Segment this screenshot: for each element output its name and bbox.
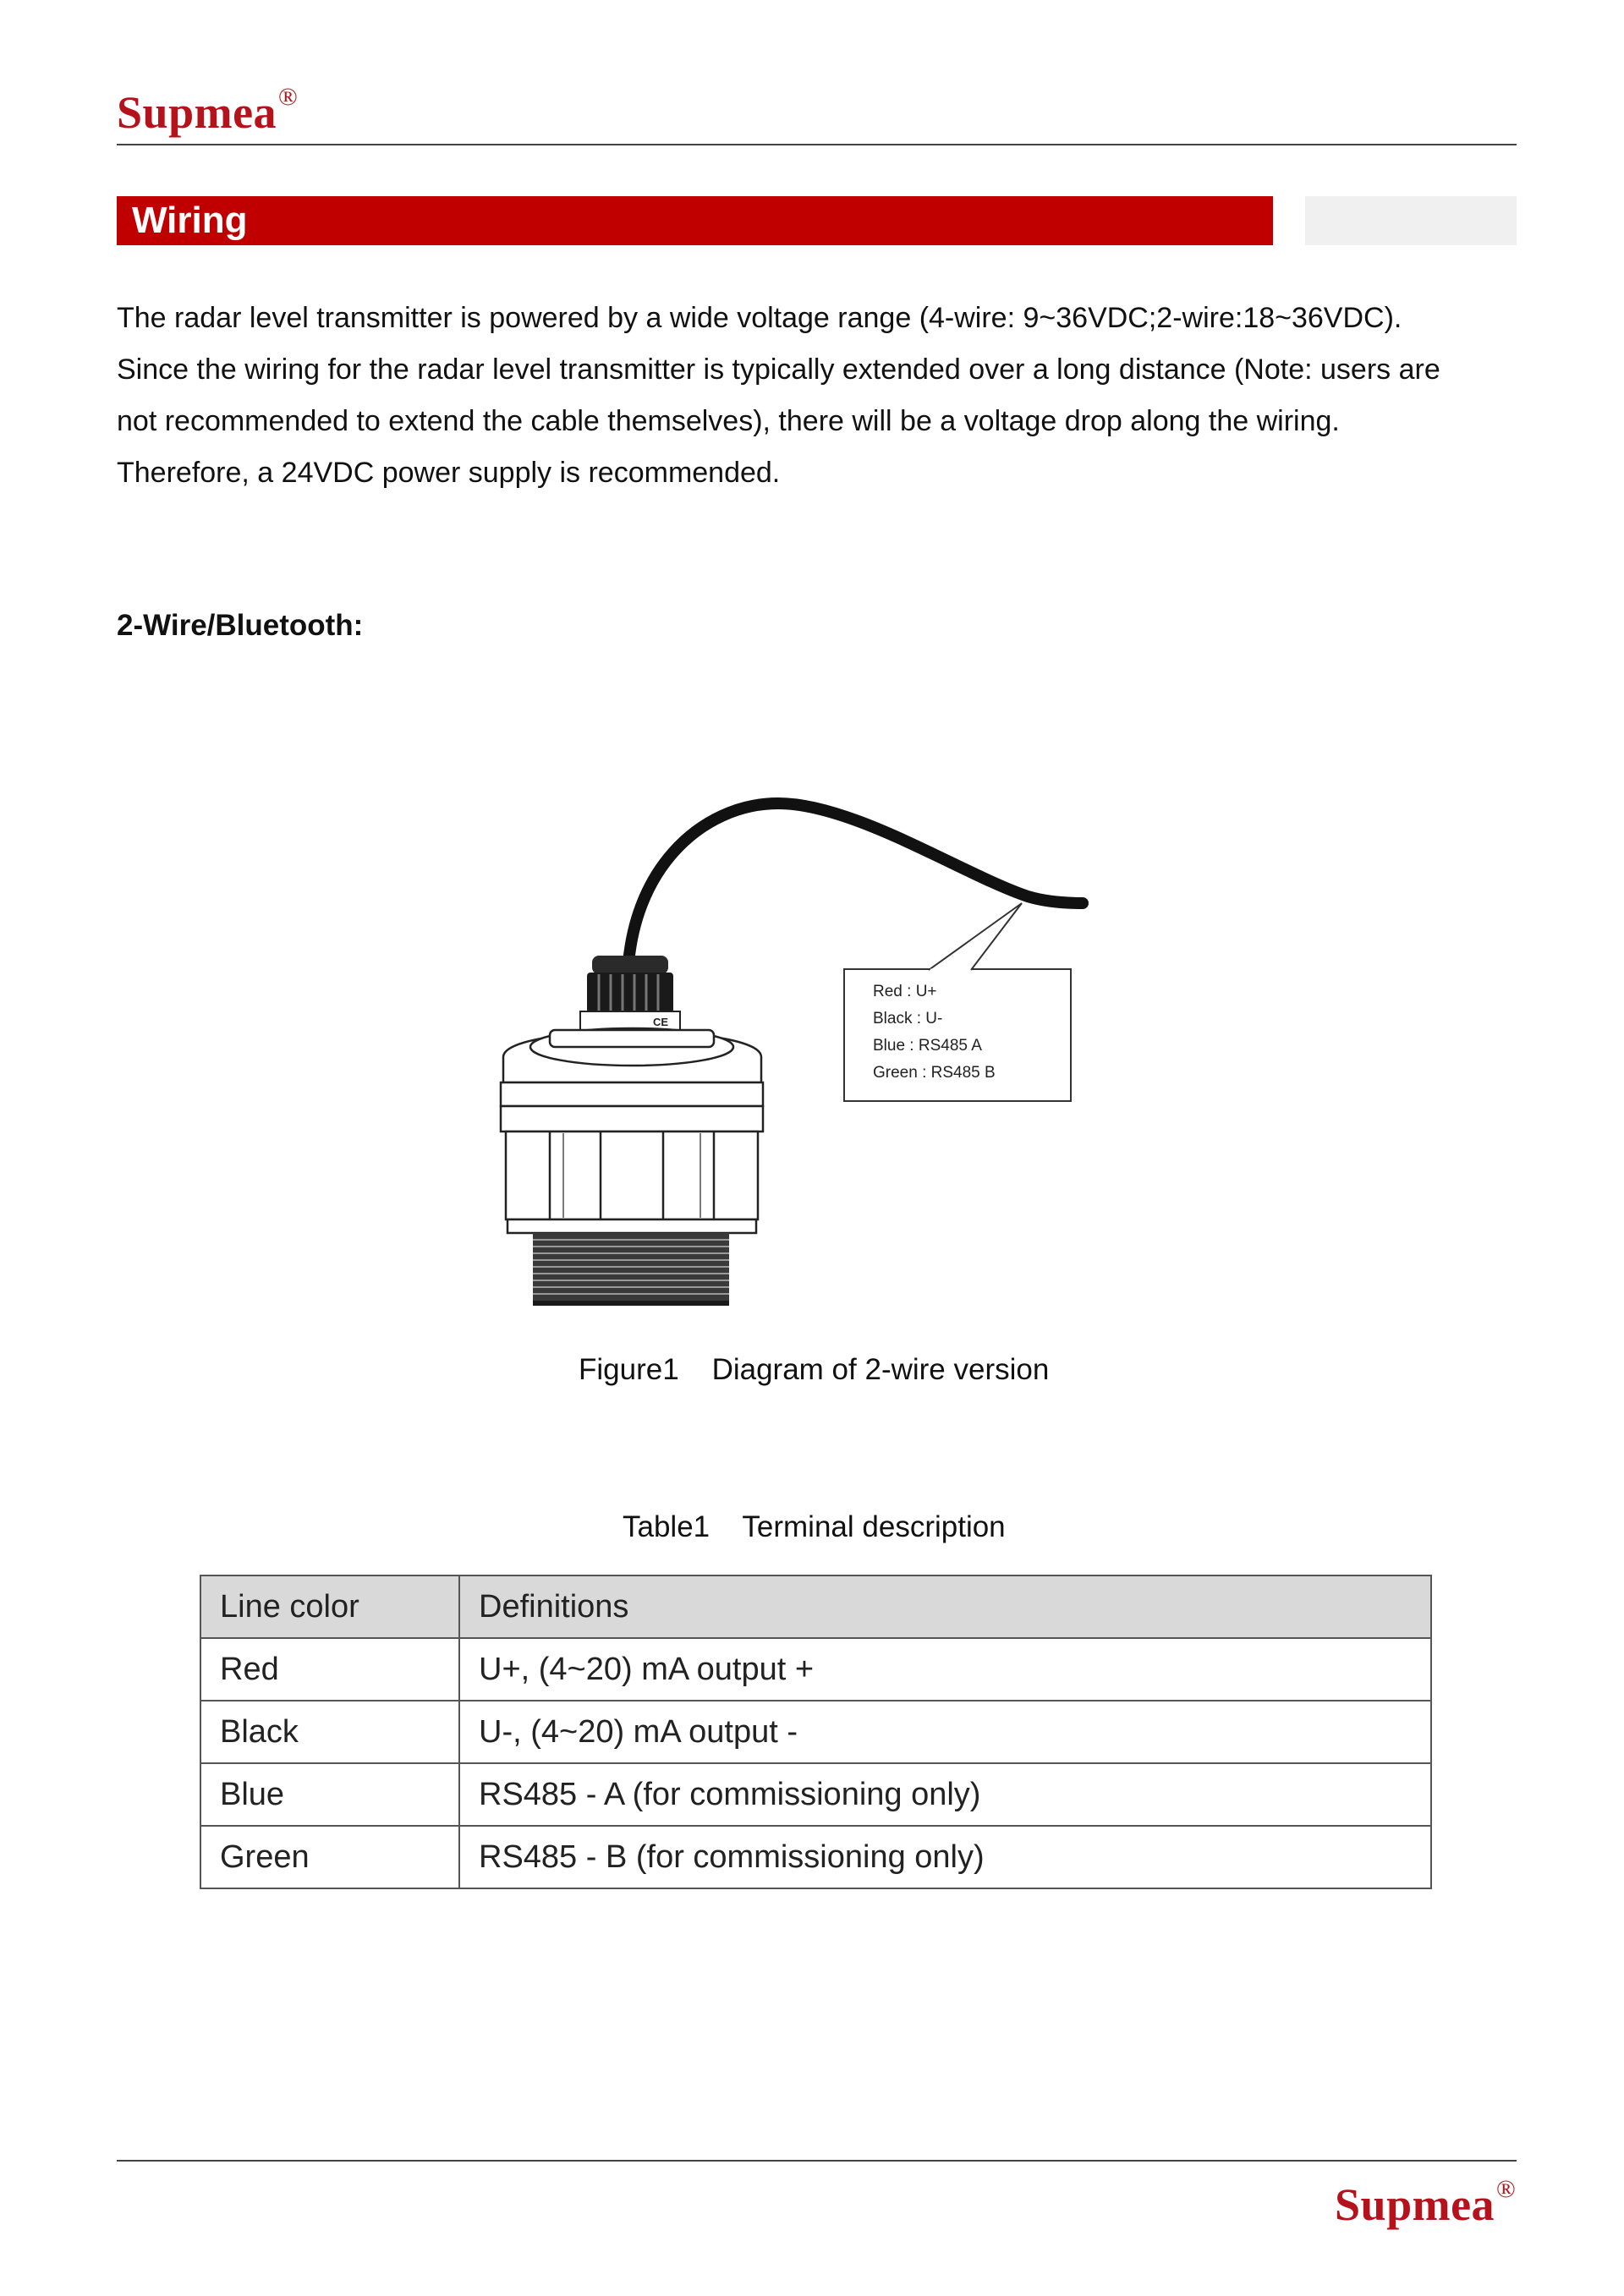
- footer-logo: [1335, 2175, 1517, 2230]
- callout-box: [844, 903, 1071, 1101]
- intro-line: The radar level transmitter is powered by a wide voltage range (4-wire: 9~36VDC;2-wire:18~36VDC).: [117, 302, 1402, 334]
- callout-line: Black : U-: [873, 1010, 943, 1027]
- transmitter-diagram: [474, 778, 1167, 1319]
- logo-text: Supmea: [1335, 2179, 1495, 2230]
- column-header: Line color: [200, 1575, 459, 1638]
- threaded-section: [533, 1233, 729, 1306]
- intro-line: Since the wiring for the radar level transmitter is typically extended over a long distance (Note: users are: [117, 353, 1440, 386]
- callout-line: Red : U+: [873, 983, 937, 1000]
- table-row: [200, 1826, 1431, 1888]
- callout-line: Blue : RS485 A: [873, 1037, 982, 1055]
- logo-text: Supmea: [117, 87, 277, 138]
- line-color-cell: Red: [200, 1638, 459, 1701]
- section-bar-accent: [1305, 196, 1517, 245]
- figure-title: Diagram of 2-wire version: [711, 1353, 1050, 1386]
- callout-line: Green : RS485 B: [873, 1064, 996, 1082]
- header-logo: [117, 83, 299, 138]
- registered-mark: ®: [1496, 2175, 1517, 2203]
- definition-cell: RS485 - A (for commissioning only): [459, 1763, 1431, 1826]
- definition-cell: RS485 - B (for commissioning only): [459, 1826, 1431, 1888]
- line-color-cell: Blue: [200, 1763, 459, 1826]
- svg-text:CE: CE: [653, 1016, 669, 1028]
- registered-mark: ®: [278, 83, 299, 111]
- housing: [501, 1028, 763, 1233]
- subheading: 2-Wire/Bluetooth:: [117, 609, 364, 642]
- intro-line: not recommended to extend the cable themselves), there will be a voltage drop along the wiring.: [117, 405, 1340, 437]
- line-color-cell: Green: [200, 1826, 459, 1888]
- intro-paragraph: [117, 293, 1521, 499]
- definition-cell: U+, (4~20) mA output +: [459, 1638, 1431, 1701]
- definition-cell: U-, (4~20) mA output -: [459, 1701, 1431, 1763]
- table-header-row: [200, 1575, 1431, 1638]
- section-title: Wiring: [117, 196, 1273, 245]
- terminal-table: [200, 1575, 1432, 1889]
- figure-number: Figure1: [579, 1353, 679, 1386]
- line-color-cell: Black: [200, 1701, 459, 1763]
- table-number: Table1: [623, 1510, 710, 1543]
- table-row: [200, 1638, 1431, 1701]
- intro-line: Therefore, a 24VDC power supply is recommended.: [117, 457, 781, 489]
- table-title: Terminal description: [742, 1510, 1006, 1543]
- cable: [628, 803, 1083, 994]
- table-row: [200, 1763, 1431, 1826]
- cable-gland: [580, 956, 680, 1030]
- table-row: [200, 1701, 1431, 1763]
- table-caption: [623, 1510, 1006, 1544]
- footer-divider: [117, 2160, 1517, 2162]
- column-header: Definitions: [459, 1575, 1431, 1638]
- header-divider: [117, 144, 1517, 145]
- figure-caption: [579, 1353, 1049, 1387]
